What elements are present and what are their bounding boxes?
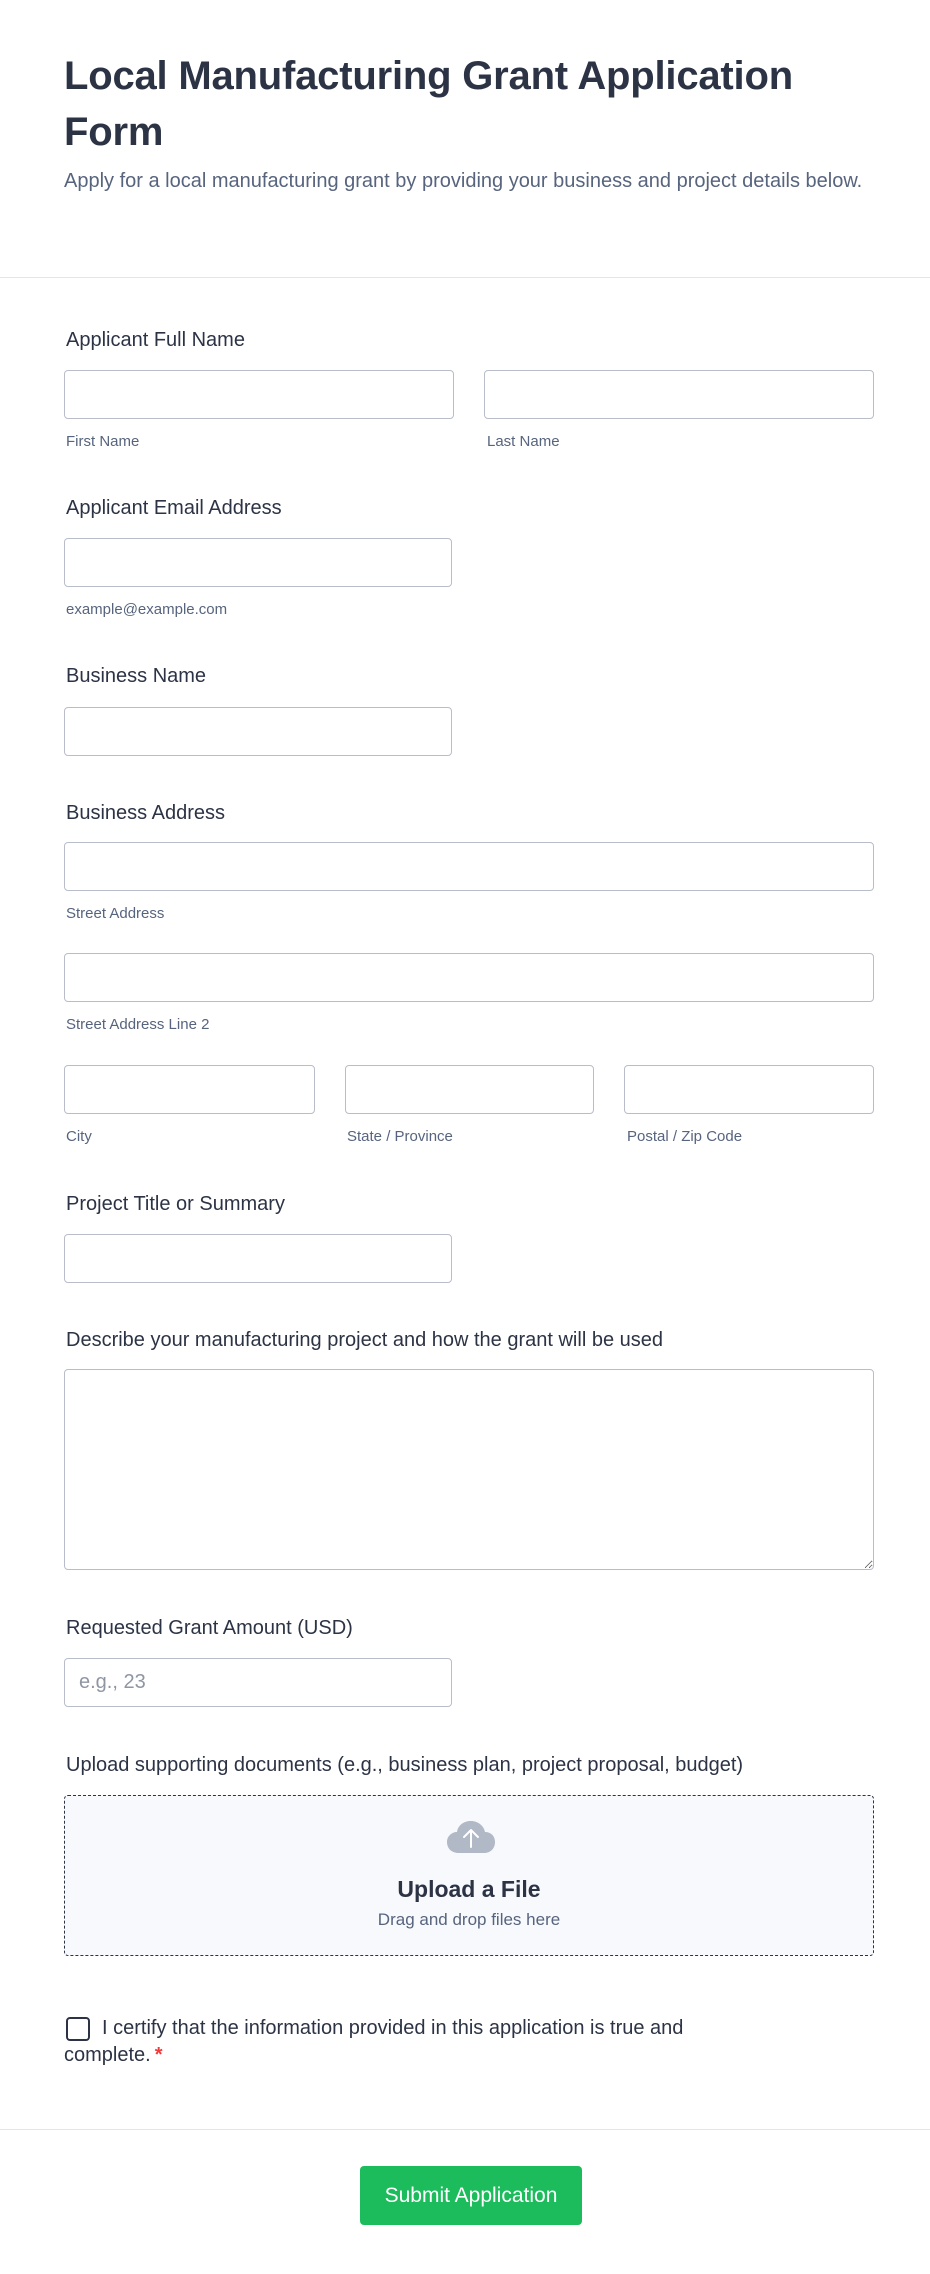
file-dropzone[interactable] [64,1795,874,1956]
upload-title: Upload a File [397,1876,541,1902]
description-textarea[interactable] [64,1369,874,1570]
business-address-label: Business Address [66,802,225,824]
first-name-input[interactable] [64,370,454,419]
street-address-sublabel: Street Address [66,905,165,922]
state-input[interactable] [345,1065,594,1114]
grant-amount-input[interactable] [64,1658,452,1707]
upload-subtitle: Drag and drop files here [377,1910,561,1929]
email-input[interactable] [64,538,452,587]
city-input[interactable] [64,1065,315,1114]
footer-divider [0,2129,930,2130]
certify-text: I certify that the information provided in this application is true and complete. [64,2017,684,2066]
business-name-input[interactable] [64,707,452,756]
page-title: Local Manufacturing Grant Application Form [64,54,793,154]
project-title-label: Project Title or Summary [66,1193,285,1215]
last-name-input[interactable] [484,370,874,419]
page-subtitle: Apply for a local manufacturing grant by providing your business and project details below. [64,170,863,192]
street-address-line2-input[interactable] [64,953,874,1002]
certify-label [64,2015,764,2069]
city-sublabel: City [66,1128,92,1145]
cloud-upload-icon [446,1820,496,1854]
business-name-label: Business Name [66,665,207,687]
description-label: Describe your manufacturing project and how the grant will be used [66,1329,663,1351]
zip-sublabel: Postal / Zip Code [627,1128,743,1145]
project-title-input[interactable] [64,1234,452,1283]
first-name-sublabel: First Name [66,433,140,450]
zip-input[interactable] [624,1065,874,1114]
header-divider [0,277,930,278]
upload-label: Upload supporting documents (e.g., business plan, project proposal, budget) [66,1754,744,1776]
required-mark: * [154,2044,163,2066]
street-address-line2-sublabel: Street Address Line 2 [66,1016,210,1033]
email-sublabel: example@example.com [66,601,228,618]
street-address-input[interactable] [64,842,874,891]
last-name-sublabel: Last Name [487,433,560,450]
submit-button[interactable]: Submit Application [360,2166,582,2225]
state-sublabel: State / Province [347,1128,453,1145]
grant-amount-label: Requested Grant Amount (USD) [66,1617,353,1639]
email-label: Applicant Email Address [66,497,282,519]
full-name-label: Applicant Full Name [66,329,245,351]
